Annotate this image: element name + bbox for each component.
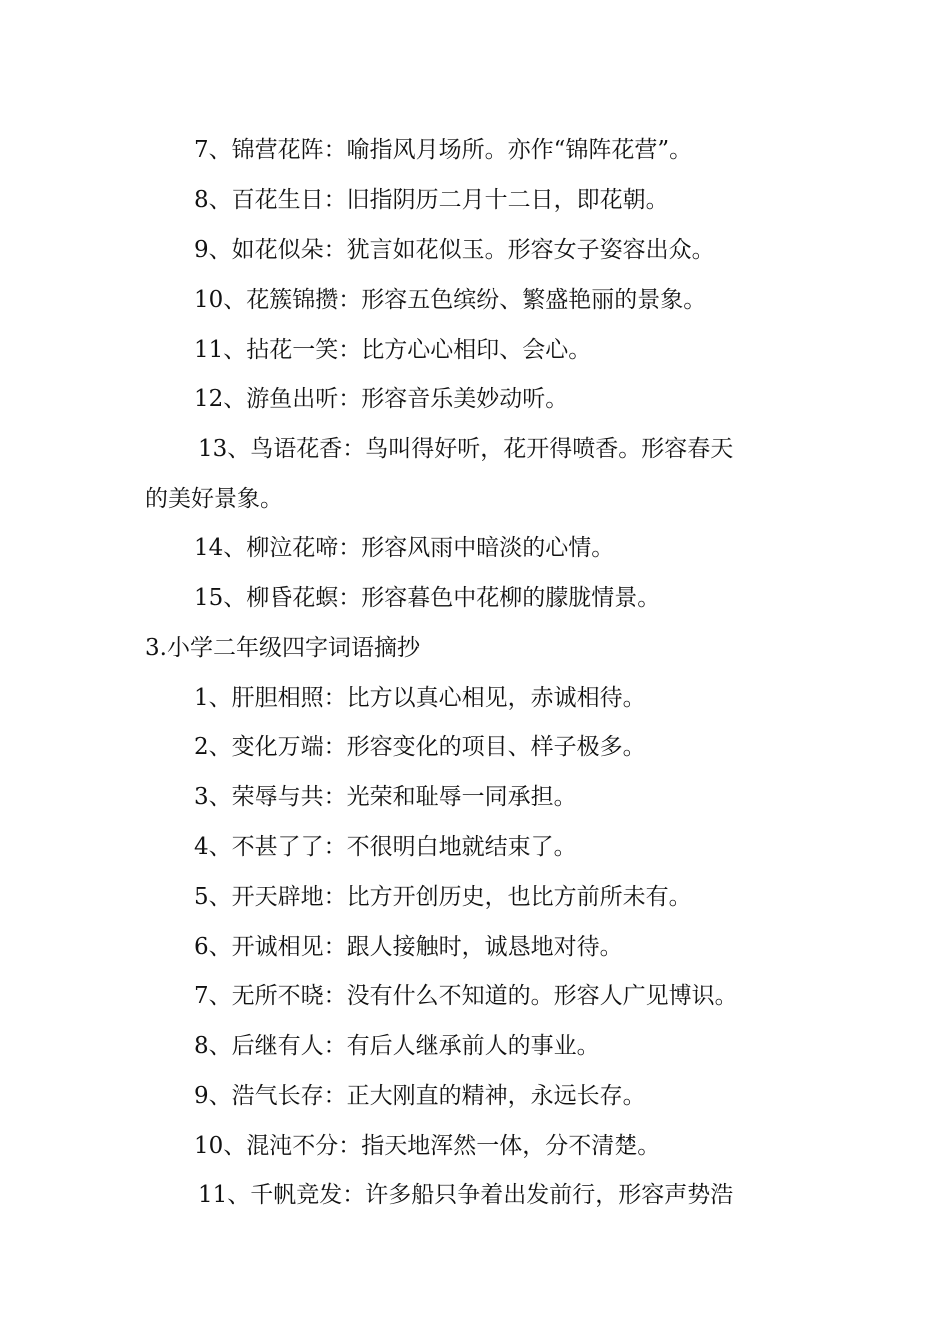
list-item: 6、开诚相见：跟人接触时，诚恳地对待。 <box>194 934 623 960</box>
list-item: 4、不甚了了：不很明白地就结束了。 <box>194 834 577 860</box>
list-item: 11、千帆竞发：许多船只争着出发前行，形容声势浩 <box>198 1182 734 1208</box>
list-item: 10、花簇锦攒：形容五色缤纷、繁盛艳丽的景象。 <box>194 287 707 313</box>
list-item: 12、游鱼出听：形容音乐美妙动听。 <box>194 386 569 412</box>
list-item: 3、荣辱与共：光荣和耻辱一同承担。 <box>194 784 577 810</box>
list-item: 8、后继有人：有后人继承前人的事业。 <box>194 1033 600 1059</box>
list-item: 2、变化万端：形容变化的项目、样子极多。 <box>194 734 646 760</box>
list-item: 9、如花似朵：犹言如花似玉。形容女子姿容出众。 <box>194 237 715 263</box>
list-item: 7、无所不晓：没有什么不知道的。形容人广见博识。 <box>194 983 738 1009</box>
list-item: 14、柳泣花啼：形容风雨中暗淡的心情。 <box>194 535 615 561</box>
list-item: 8、百花生日：旧指阴历二月十二日，即花朝。 <box>194 187 669 213</box>
list-item: 1、肝胆相照：比方以真心相见，赤诚相待。 <box>194 685 646 711</box>
section-heading: 3.小学二年级四字词语摘抄 <box>145 635 420 661</box>
list-item: 5、开天辟地：比方开创历史，也比方前所未有。 <box>194 884 692 910</box>
list-item: 9、浩气长存：正大刚直的精神，永远长存。 <box>194 1083 646 1109</box>
list-item: 10、混沌不分：指天地浑然一体，分不清楚。 <box>194 1133 661 1159</box>
list-item: 11、拈花一笑：比方心心相印、会心。 <box>194 337 592 363</box>
list-item: 7、锦营花阵：喻指风月场所。亦作“锦阵花营”。 <box>194 137 693 163</box>
list-item: 13、鸟语花香：鸟叫得好听，花开得喷香。形容春天 <box>198 436 734 462</box>
list-item: 15、柳昏花螟：形容暮色中花柳的朦胧情景。 <box>194 585 661 611</box>
list-item-continuation: 的美好景象。 <box>145 486 283 512</box>
